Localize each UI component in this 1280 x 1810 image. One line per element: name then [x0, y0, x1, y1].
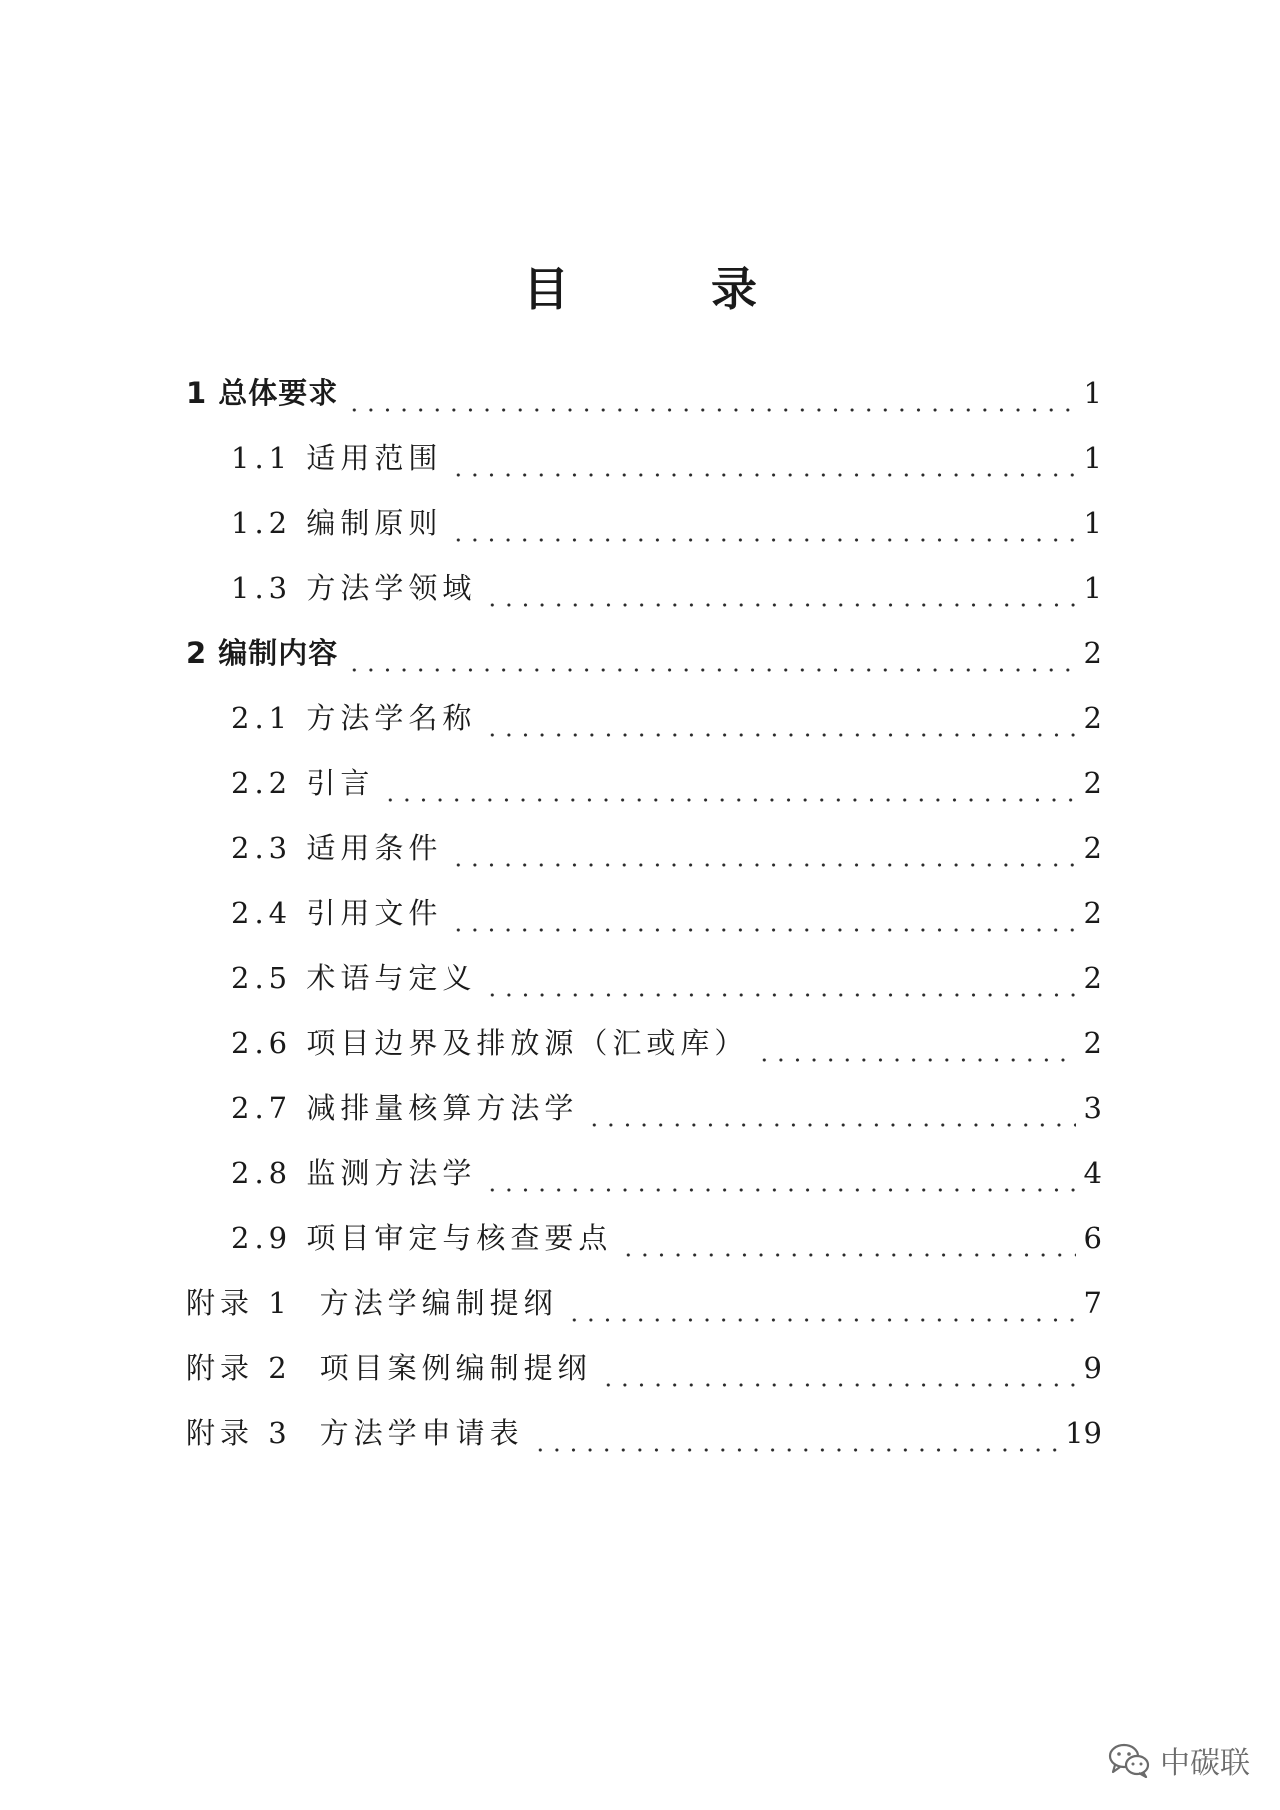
dot-leader — [450, 491, 1075, 556]
toc-entry-label: 1.3 方法学领域 — [231, 571, 477, 605]
toc-entry-appendix[interactable] — [186, 1336, 1102, 1401]
toc-entry-appendix[interactable] — [186, 1401, 1102, 1466]
toc-entry-page: 6 — [1083, 1221, 1102, 1255]
toc-entry-page: 3 — [1083, 1091, 1102, 1125]
dot-leader — [600, 1336, 1076, 1401]
toc-entry-page: 7 — [1083, 1286, 1102, 1320]
dot-leader — [484, 946, 1075, 1011]
toc-entry-label: 2.5 术语与定义 — [231, 961, 477, 995]
toc-entry-label: 2.4 引用文件 — [231, 896, 443, 930]
toc-entry-label: 2 编制内容 — [186, 636, 339, 670]
dot-leader — [450, 426, 1075, 491]
toc-entry-label — [186, 1271, 558, 1336]
dot-leader — [484, 1141, 1075, 1206]
dot-leader — [450, 816, 1075, 881]
appendix-title: 方法学编制提纲 — [319, 1286, 558, 1320]
dot-leader — [484, 556, 1075, 621]
toc-entry[interactable] — [186, 946, 1102, 1011]
toc-entry[interactable] — [186, 1076, 1102, 1141]
toc-entry-page: 2 — [1083, 831, 1102, 865]
toc-entry[interactable] — [186, 1011, 1102, 1076]
toc-entry[interactable] — [186, 751, 1102, 816]
toc-entry-label: 2.6 项目边界及排放源（汇或库） — [231, 1026, 749, 1060]
dot-leader — [566, 1271, 1076, 1336]
toc-entry-page: 1 — [1083, 506, 1102, 540]
toc-entry[interactable] — [186, 686, 1102, 751]
toc-entry-label: 2.8 监测方法学 — [231, 1156, 477, 1190]
wechat-icon — [1108, 1742, 1150, 1778]
toc-entry-page: 2 — [1083, 1026, 1102, 1060]
toc-entry-label: 2.7 减排量核算方法学 — [231, 1091, 579, 1125]
toc-entry[interactable] — [186, 1141, 1102, 1206]
toc-entry-label: 2.9 项目审定与核查要点 — [231, 1221, 613, 1255]
toc-entry[interactable] — [186, 621, 1102, 686]
toc-entry[interactable] — [186, 816, 1102, 881]
appendix-title: 方法学申请表 — [319, 1416, 524, 1450]
appendix-number: 附录 2 — [186, 1351, 292, 1385]
toc-entry-label: 1.1 适用范围 — [231, 441, 443, 475]
toc-entry-label — [186, 1336, 592, 1401]
toc-entry-label: 2.3 适用条件 — [231, 831, 443, 865]
toc-entry-label — [186, 1401, 524, 1466]
dot-leader — [484, 686, 1075, 751]
dot-leader — [620, 1206, 1075, 1271]
watermark — [1108, 1738, 1250, 1782]
toc-entry-page: 2 — [1083, 701, 1102, 735]
toc-entry-page: 1 — [1083, 441, 1102, 475]
toc-entry-label: 1.2 编制原则 — [231, 506, 443, 540]
table-of-contents — [186, 361, 1102, 1466]
watermark-text: 中碳联 — [1160, 1746, 1250, 1781]
dot-leader — [346, 361, 1075, 426]
toc-entry[interactable] — [186, 881, 1102, 946]
dot-leader — [382, 751, 1075, 816]
appendix-number: 附录 3 — [186, 1416, 292, 1450]
toc-entry-page: 4 — [1083, 1156, 1102, 1190]
toc-entry-page: 2 — [1083, 896, 1102, 930]
toc-entry-page: 9 — [1083, 1351, 1102, 1385]
toc-entry-label: 2.1 方法学名称 — [231, 701, 477, 735]
appendix-title: 项目案例编制提纲 — [319, 1351, 592, 1385]
page-title: 目 录 — [523, 261, 805, 316]
toc-entry-page: 2 — [1083, 636, 1102, 670]
toc-entry[interactable] — [186, 491, 1102, 556]
toc-entry-page: 19 — [1065, 1416, 1102, 1450]
toc-entry-page: 1 — [1083, 571, 1102, 605]
dot-leader — [450, 881, 1075, 946]
dot-leader — [756, 1011, 1075, 1076]
toc-entry-appendix[interactable] — [186, 1271, 1102, 1336]
toc-entry-label: 1 总体要求 — [186, 376, 339, 410]
dot-leader — [586, 1076, 1075, 1141]
dot-leader — [346, 621, 1075, 686]
appendix-number: 附录 1 — [186, 1286, 292, 1320]
dot-leader — [532, 1401, 1057, 1466]
toc-entry-page: 1 — [1083, 376, 1102, 410]
toc-entry[interactable] — [186, 426, 1102, 491]
toc-entry-page: 2 — [1083, 766, 1102, 800]
toc-entry[interactable] — [186, 361, 1102, 426]
toc-entry-label: 2.2 引言 — [231, 766, 375, 800]
toc-entry-page: 2 — [1083, 961, 1102, 995]
toc-entry[interactable] — [186, 556, 1102, 621]
toc-entry[interactable] — [186, 1206, 1102, 1271]
